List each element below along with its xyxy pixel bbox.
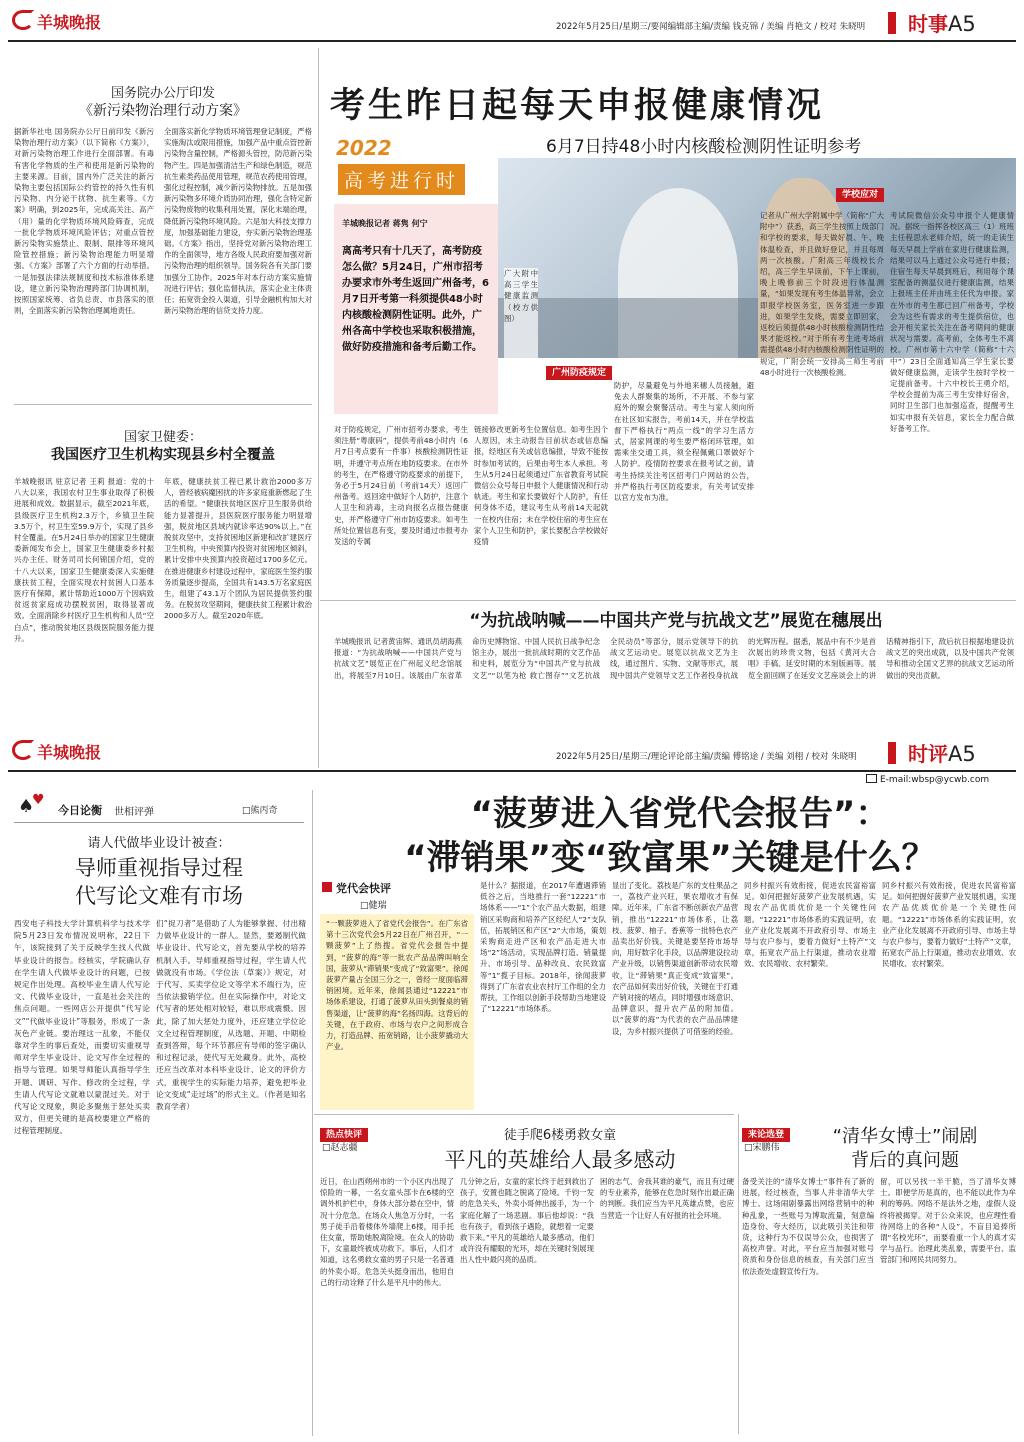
story1-body-col1: 西安电子科技大学计算机科学与技术学院5月23日发布情况说明称，22日下午，该院接到了关于反映学生找人代做毕业设计的报告。经核实，学院确认存在学生请人代做毕业设计的问题，已按规定作出处理。高校毕业生请人代写论文、代做毕业设计，一直是社会关注的焦点问题。一些网店公开提供“代写论文”“代做毕业设计”等服务，形成了一条灰色产业链。要治理这一乱象，不能仅靠对学生的事后查处，而要切实重视导师对学生毕业设计、论文写作全过程的指导与管理。如果导师能认真指导学生开题、调研、写作、修改的全过程，学生请人代写论文就难以蒙混过关。对于代写论文现象，舆论多聚焦于惩处买卖双方，但更关键的是高校要建立严格的过程管理制度。 xyxy=(14,919,150,1136)
story3-head2: 背后的真问题 xyxy=(851,1150,959,1171)
top-date-line: 2022年5月25日/星期三/要闻编辑部主编/责编 钱克锦 / 美编 肖艳文 / 校对 朱晓明 xyxy=(556,22,866,32)
left-column-rule xyxy=(318,48,319,768)
exhibit-headline: “为抗战呐喊——中国共产党与抗战文艺”展览在穗展出 xyxy=(469,611,883,631)
story2-kicker: 徒手爬6楼勇救女童 xyxy=(503,1128,617,1143)
main-col-d: 记者从广州大学附属中学（简称“广大附中”）获悉，高三学生按照上级部门和学校的要求，每天做好晨、午、晚体温检查，并且做好登记，并且每周两一次核酸。广附高三年级校长介绍，高三学生早读前，下午上课前，晚上晚修前三个时段进行体温测量，“如果发现有考生体温异常，会立即报学校医务室，医务室进一步跟进，如果学生发烧，需要立即回家，返校后须提供48小时核酸检测阴性结果才能返校。”对于所有考生进考场前需提供48小时内核酸检测阴性证明的规定，广附会统一安排高三师生考前48小时进行一次核酸检测。 xyxy=(760,211,884,377)
top-section-marker xyxy=(888,12,896,34)
story1-body-col2: 们“捉刀者”是借助了人为能够掌握、付出精力做毕业设计的一群人。显然，要遏制代做毕业设计、代写论文，首先要从学校的培养机制入手。导师重视指导过程，学生请人代做就没有市场。《学位法（草案）》规定，对于代写、买卖学位论文等学术不端行为，应当依法撤销学位。但在实际操作中，对论文代写者的惩处相对较轻，难以形成震慑。因此，除了加大惩处力度外，还应建立学位论文全过程管理制度，从选题、开题、中期检查到答辩，每个环节都应有导师的签字确认和过程记录，使代写无处藏身。此外，高校还应当改革对本科毕业设计、论文的评价方式，重视学生的实际能力培养，避免把毕业论文变成“走过场”的形式主义。（作者是知名教育学者） xyxy=(156,919,306,1112)
badge-text: 高考进行时 xyxy=(338,164,465,195)
story2-head: 平凡的英雄给人最多感动 xyxy=(444,1148,676,1172)
party-col-name: 党代会快评 xyxy=(336,882,391,895)
lead-byline: 羊城晚报记者 蒋隽 何宁 xyxy=(342,219,428,228)
left-divider xyxy=(14,404,312,405)
label-gz-text: 广州防疫规定 xyxy=(546,366,612,380)
pollutants-body-col1: 据新华社电 国务院办公厅日前印发《新污染物治理行动方案》（以下简称《方案》），对新污染物治理工作进行全面部署。有毒有害化学物质的生产和使用是新污染物的主要来源。目前，国内外广泛关注的新污染物主要包括国际公约管控的持久性有机污染物、内分泌干扰物、抗生素等。《方案》明确，到2025年，完成高关注、高产（用）量的化学物质环境风险筛查，完成一批化学物质环境风险评估；对重点管控新污染物实施禁止、限制、限排等环境风险管控措施；新污染物治理能力明显增强。《方案》部署了六个方面的行动举措。一是加强法律法规制度和技术标准体系建设，建立新污染物治理跨部门协调机制，按照国家统筹、省负总责、市县落实的原则，全面落实新污染物治理属地责任。 xyxy=(14,127,154,316)
bottom-left-rule xyxy=(312,790,313,1436)
logo-swoosh-icon xyxy=(12,10,34,30)
column-sub: 世相评弹 xyxy=(114,807,154,818)
story3-rule xyxy=(738,1114,739,1434)
top-header-rule xyxy=(8,40,1016,42)
party-col-author: □健瑞 xyxy=(360,901,387,911)
health-body-col1: 羊城晚报讯 驻京记者 王莉 报道：党的十八大以来，我国农村卫生事业取得了积极进展和成效。数据显示，截至2021年底，县级医疗卫生机构2.3万个，乡镇卫生院3.5万个，村卫生室59.9万个，实现了县乡村全覆盖。在5月24日举办的国家卫生健康委新闻发布会上，国家卫生健康委乡村振兴办主任、财务司司长何锦国介绍，党的十八大以来，国家卫生健康委深入实施健康扶贫工程，全面实现农村贫困人口基本医疗有保障，累计帮助近1000万个因病致贫返贫家庭成功摆脱贫困，取得显著成效。全面消除乡村医疗卫生机构和人员“空白点”，推动脱贫地区县级医院服务能力提升。 xyxy=(14,477,154,643)
party-column-header xyxy=(320,880,460,914)
heart-icon: ♥ xyxy=(32,792,45,808)
story1-head2: 代写论文难有市场 xyxy=(75,884,243,908)
story3-body-col1: 备受关注的“清华女博士”事件有了新的进展，经过核查，当事人并非清华大学博士。这场闹剧暴露出网络营销中的种种乱象，一些账号为博取流量，刻意编造身份、夸大经历，以此吸引关注和带货，这种行为不仅误导公众，也损害了高校声誉。对此，平台应当加强对账号资质和身份信息的核查，有关部门应当依法查处虚假宣传行为。 xyxy=(742,1177,874,1276)
lead-text: 离高考只有十几天了，高考防疫怎么做？5月24日，广州市招考办要求市外考生返回广州备考，6月7日开考第一科须提供48小时内核酸检测阴性证明。此外，广州各高中学校也采取积极措施，做好防疫措施和备考后勤工作。 xyxy=(342,246,489,353)
column-name: 今日论衡 xyxy=(58,804,102,817)
bottom-section-marker xyxy=(888,742,896,764)
story2-body-col1: 近日，在山西朔州市的一个小区内出现了惊险的一幕，一名女童头部卡在6楼的空调外机护栏中，身体大部分悬在空中，情况十分危急。在场众人焦急万分时，一名男子徒手沿着楼体外墙爬上6楼，用手托住女童，帮助她脱离险境。在众人的协助下，女童最终被成功救下。事后，人们才知道，这名勇救女童的男子只是一名普通的外卖小哥。危急关头挺身而出，他用自己的行动诠释了什么是平凡中的伟大。 xyxy=(320,1177,454,1287)
story3-body-col2: 留，可以另找一半干脆，当了清华女博士。即便学历是真的，也不能以此作为牟利的筹码。网络不是法外之地，虚假人设终将被揭穿。对于公众来说，也应理性看待网络上的各种“人设”，不盲目追捧所谓“名校光环”，而要看重一个人的真才实学与品行。治理此类乱象，需要平台、监管部门和网民共同努力。 xyxy=(880,1177,1016,1265)
bottom-mid-rule xyxy=(314,1114,734,1115)
left-column xyxy=(14,48,312,748)
badge-year: 2022 xyxy=(336,136,392,160)
story2-label-box xyxy=(320,1122,368,1141)
head-pollutants-line2: 《新污染物治理行动方案》 xyxy=(79,103,247,119)
spade-icon: ♠ xyxy=(18,796,35,817)
party-body-col5: 同乡村振兴有效衔接，促进农民富裕富足。如何把握好菠萝产业发展机遇，实现农产品优质优价是一个关键性问题。“12221”市场体系的实践证明，农业产业化发展离不开政府引导、市场主导与农户参与，要着力做好“土特产”文章，拓宽农产品上行渠道，推动农业增效、农民增收、农村繁荣。 xyxy=(882,881,1016,969)
story2-author: □赵志疆 xyxy=(322,1143,358,1153)
bottom-header xyxy=(8,736,1016,768)
main-commentary-head1: “菠萝进入省党代会报告”： xyxy=(470,794,890,834)
logo-swoosh-icon xyxy=(12,740,34,760)
story3-label-box xyxy=(742,1122,790,1141)
head-pollutants-line1: 国务院办公厅印发 xyxy=(110,86,215,101)
story3-author: □宋鹏伟 xyxy=(744,1143,780,1153)
label-school-text: 学校应对 xyxy=(836,188,884,202)
bottom-logo: 羊城晚报 xyxy=(12,740,101,763)
email-line xyxy=(866,774,989,785)
email-link[interactable]: E-mail:wbsp@ycwb.com xyxy=(880,775,990,785)
top-header xyxy=(8,6,1016,38)
head-health-line2: 我国医疗卫生机构实现县乡村全覆盖 xyxy=(51,447,275,463)
story1-head1: 导师重视指导过程 xyxy=(75,856,243,880)
exhibit-rule xyxy=(320,600,1016,601)
party-body-col3: 显出了变化。荔枝是广东的支柱果品之一，荔枝产业兴旺，果农增收才有保障。近年来，广东省不断创新农产品营销，推出“12221”市场体系，让荔枝、菠萝、柚子、香蕉等一批特色农产品卖出好价钱。关键是要坚持市场导向，用好数字化手段，以品牌建设拉动产业升级，以销售渠道创新带动农民增收，让“滞销果”真正变成“致富果”。农产品如何卖出好价钱，关键在于打通产销对接的堵点，同时增强市场意识、品牌意识，提升农产品的附加值。以“菠萝的海”为代表的农产品品牌建设，为乡村振兴提供了可借鉴的经验。 xyxy=(612,881,738,1036)
top-section-title: 时事A5 xyxy=(908,12,976,36)
health-body-col2: 年底，健康扶贫工程已累计救治2000多万人，曾经被病魔困扰的许多家庭重新燃起了生活的希望。“健康扶贫地区医疗卫生服务供给能力显著提升，县医院医疗服务能力明显增强，脱贫地区县域内就诊率达90%以上。”在脱贫攻坚中，支持贫困地区新建和改扩建医疗卫生机构，中央预算内投资对贫困地区倾斜，累计安排中央预算内投资超过1700多亿元。在推进健康乡村建设过程中，家庭医生签约服务质量逐步提高，全国共有143.5万名家庭医生，组建了43.1万个团队为居民提供签约服务。在脱贫攻坚期间，健康扶贫工程累计救治2000多万人。截至2020年底。 xyxy=(164,477,312,621)
email-icon xyxy=(866,774,877,783)
pollutants-body-col2: 全面落实新化学物质环境管理登记制度，严格实施淘汰或限用措施，加强产品中重点管控新污染物含量控制，严格源头管控，防范新污染物产生。四是加强清洁生产和绿色制造，规范抗生素类药品使用管理，规范农药使用管理，强化过程控制，减少新污染物排放。五是加强新污染物多环境介质协同治理，强化含特定新污染物废物的收集利用处置，深化末端治理，降低新污染物环境风险。六是加大科技支撑力度，加强基础能力建设，夯实新污染物治理基础。《方案》指出，坚持党对新污染物治理工作的全面领导，地方各级人民政府要加强对新污染物治理的组织领导。国务院各有关部门要加强分工协作。2025年对本行动方案实施情况进行评估；强化监督执法，落实企业主体责任；拓宽资金投入渠道，引导金融机构加大对新污染物治理的信贷支持力度。 xyxy=(164,127,312,316)
story3-head1: “清华女博士”闹剧 xyxy=(832,1126,978,1147)
photo-caption: 广大附中高三学生健康监测（校方供图） xyxy=(504,268,538,358)
main-subhead: 6月7日持48小时内核酸检测阴性证明参考 xyxy=(546,137,862,157)
column-header xyxy=(14,792,304,823)
main-col-a: 对于防疫规定，广州市招考办要求，考生须注册“粤康码”，提供考前48小时内（6月7日考点要有一件事）核酸检测阴性证明，并遵守考点所在地防疫要求。在市外的考生，在严格遵守防疫要求的前提下，务必于5月24日前（考前14天）返回广州备考。返回途中做好个人防护，注意个人卫生和消毒，主动向报名点报告健康史，并严格遵守广州市防疫要求。如考生所处位置信息有变，要及时通过市报考办发送的专属 xyxy=(334,425,468,547)
exhibit-body: 羊城晚报讯 记者黄宙辉、通讯员胡海燕报道：“为抗战呐喊——中国共产党与抗战文艺”展览正在广州起义纪念馆展出，将展至7月10日。该展由广东省革命历史博物馆、中国人民抗日战争纪念馆主办，展出一批抗战时期的文艺作品和史料，展览分为“中国共产党与抗战文艺”“以笔为枪 救亡图存”“文艺抗战 全民动员”等部分，展示党领导下的抗战文艺运动史。展览以抗战文艺为主线，通过图片、实物、文献等形式，展现中国共产党领导文艺工作者投身抗战的光辉历程。据悉，展品中有不少是首次展出的珍贵文物，包括《黄河大合唱》手稿、延安时期的木刻版画等。展览全面回顾了在延安文艺座谈会上的讲话精神指引下，敌后抗日根据地建设抗战文艺的突出成就，以及中国共产党领导和推动全国文艺界的抗战文艺运动所做出的突出贡献。 xyxy=(334,637,1014,680)
party-body-col1: “一颗菠萝进入了省党代会报告”。在广东省第十三次党代会5月22日在广州召开，“一颗菠萝”上了热搜。省党代会报告中提到，“菠萝的海”等一批农产品品牌叫响全国，菠萝从“滞销果”变成了“致富果”。徐闻菠萝产量占全国三分之一，曾经一度面临滞销困境。近年来，徐闻县通过“12221”市场体系建设，打通了菠萝从田头到餐桌的销售渠道，让“菠萝的海”名扬四海。这背后的关键，在于政府、市场与农户之间形成合力，打造品牌、拓宽销路，让小菠萝撬动大产业。 xyxy=(326,919,468,1052)
bottom-section-title: 时评A5 xyxy=(908,742,976,766)
main-col-c: 防护，尽量避免与外地来穗人员接触，避免去人群聚集的场所，不开展、不参与家庭外的聚会聚餐活动。考生与家人须向所在社区如实报告，考前14天，并在学校监督下严格执行“两点一线”的学习生活方式，居家网课的考生要严格闭环管理，如需乘坐交通工具，须全程佩戴口罩做好个人防护。疫情防控要求在报考试之前，请考生持续关注考区招考门户网站的公告，并严格执行考区防疫要求，有关考试安排以官方发布为准。 xyxy=(614,381,754,503)
party-body-col4: 同乡村振兴有效衔接，促进农民富裕富足。如何把握好菠萝产业发展机遇，实现农产品优质优价是一个关键性问题。“12221”市场体系的实践证明，农业产业化发展离不开政府引导、市场主导与农户参与，要着力做好“土特产”文章，拓宽农产品上行渠道，推动农业增效、农民增收、农村繁荣。 xyxy=(744,881,876,969)
main-headline: 考生昨日起每天申报健康情况 xyxy=(330,86,825,126)
story2-label: 热点快评 xyxy=(320,1128,368,1142)
main-col-b: 链接修改更新考生位置信息。如考生因个人原因，未主动报告目前状态或信息编报，经地区有关或信息编报，导致不能按时参加考试的，后果由考生本人承担。考生从5月24日起须通过广东省教育考试院微信公众号每日申报个人健康情况和行动轨迹。考生和家长要做好个人防护，有任何身体不适，建议考生从考前14天起就一在校内住宿；未在学校住宿的考生应在家个人卫生和防护，家长要配合学校做好疫情 xyxy=(474,425,608,547)
label-school xyxy=(836,182,884,201)
label-gz xyxy=(546,360,612,379)
story3-label: 来论选登 xyxy=(742,1128,790,1142)
story1-kicker: 请人代做毕业设计被查： xyxy=(87,836,231,851)
story2-body-col3: 困的志气、舍我其谁的豪气，而且有过硬的专业素养，能够在危急时刻作出最正确的判断。我们应当为平凡英雄点赞，也应当营造一个让好人有好报的社会环境。 xyxy=(600,1177,734,1220)
main-commentary-head2: “滞销果”变“致富果”关键是什么？ xyxy=(404,838,936,878)
party-col-icon xyxy=(322,882,332,892)
party-body-col2: 是什么？据报道，在2017年遭遇滞销低谷之后，当地推行一套“12221”市场体系——“1”个农产品大数据，组建销区采购商和培养产区经纪人“2”支队伍，拓展销区和产区“2”大市场，策划采购商走进产区和农产品走进大市场“2”场活动，实现品牌打造、销量提升、市场引导、品种改良、农民致富等“1”揽子目标。2018年，徐闻菠萝得到了广东省农业农村厅工作组的全力帮扶，工作组以创新手段帮助当地建设了“12221”市场体系。 xyxy=(480,881,606,1014)
head-health-line1: 国家卫健委： xyxy=(123,430,202,445)
main-col-e: 考试院微信公众号申报个人健康情况。据统一指挥各校区高三（1）班班主任程思永老师介绍，统一的走读生每天早晨上学前在家进行健康监测，结果可以马上通过公众号进行申报；住宿生每天早晨到班后，利用每个课室配备的测温仪进行健康监测，结果上报班主任并由班主任代为申报。家在外市的考生都已回广州备考，学校会为这些有需求的考生提供宿位，也会开相关家长关注在备考期间的健康状况与需要。高考前，全体考生不离校。广州市第十六中学（简称“十六中”）23日全面通知高三学生家长要做好健康监测，走读学生按时学校一定提前备考。十六中校长王勇介绍，学校会提前为高三考生安排好宿舍，同时卫生部门也加强巡查，提醒考生如实申报有关信息，家长全力配合做好备考工作。 xyxy=(890,211,1014,433)
top-logo: 羊城晚报 xyxy=(12,10,101,33)
bottom-header-rule xyxy=(8,770,1016,772)
lead-box xyxy=(334,204,498,414)
story2-body-col2: 几分钟之后，女童的家长终于赶到救出了孩子，安置也随之脱离了险境。千钧一发的危急关头，外卖小哥伸出援手，为一个家庭化解了一场悲剧。事后他却说：“我也有孩子，看到孩子遇险，就想着一定要救下来。”平凡的英雄给人最多感动，他们或许没有耀眼的光环，却在关键时刻展现出人性中最闪亮的品质。 xyxy=(460,1177,594,1265)
column-author: □熊丙奇 xyxy=(242,806,278,816)
bottom-date-line: 2022年5月25日/星期三/理论评论部主编/责编 傅铭途 / 美编 刘栩 / 校对 朱晓明 xyxy=(556,752,857,762)
gaokao-badge xyxy=(334,136,494,200)
